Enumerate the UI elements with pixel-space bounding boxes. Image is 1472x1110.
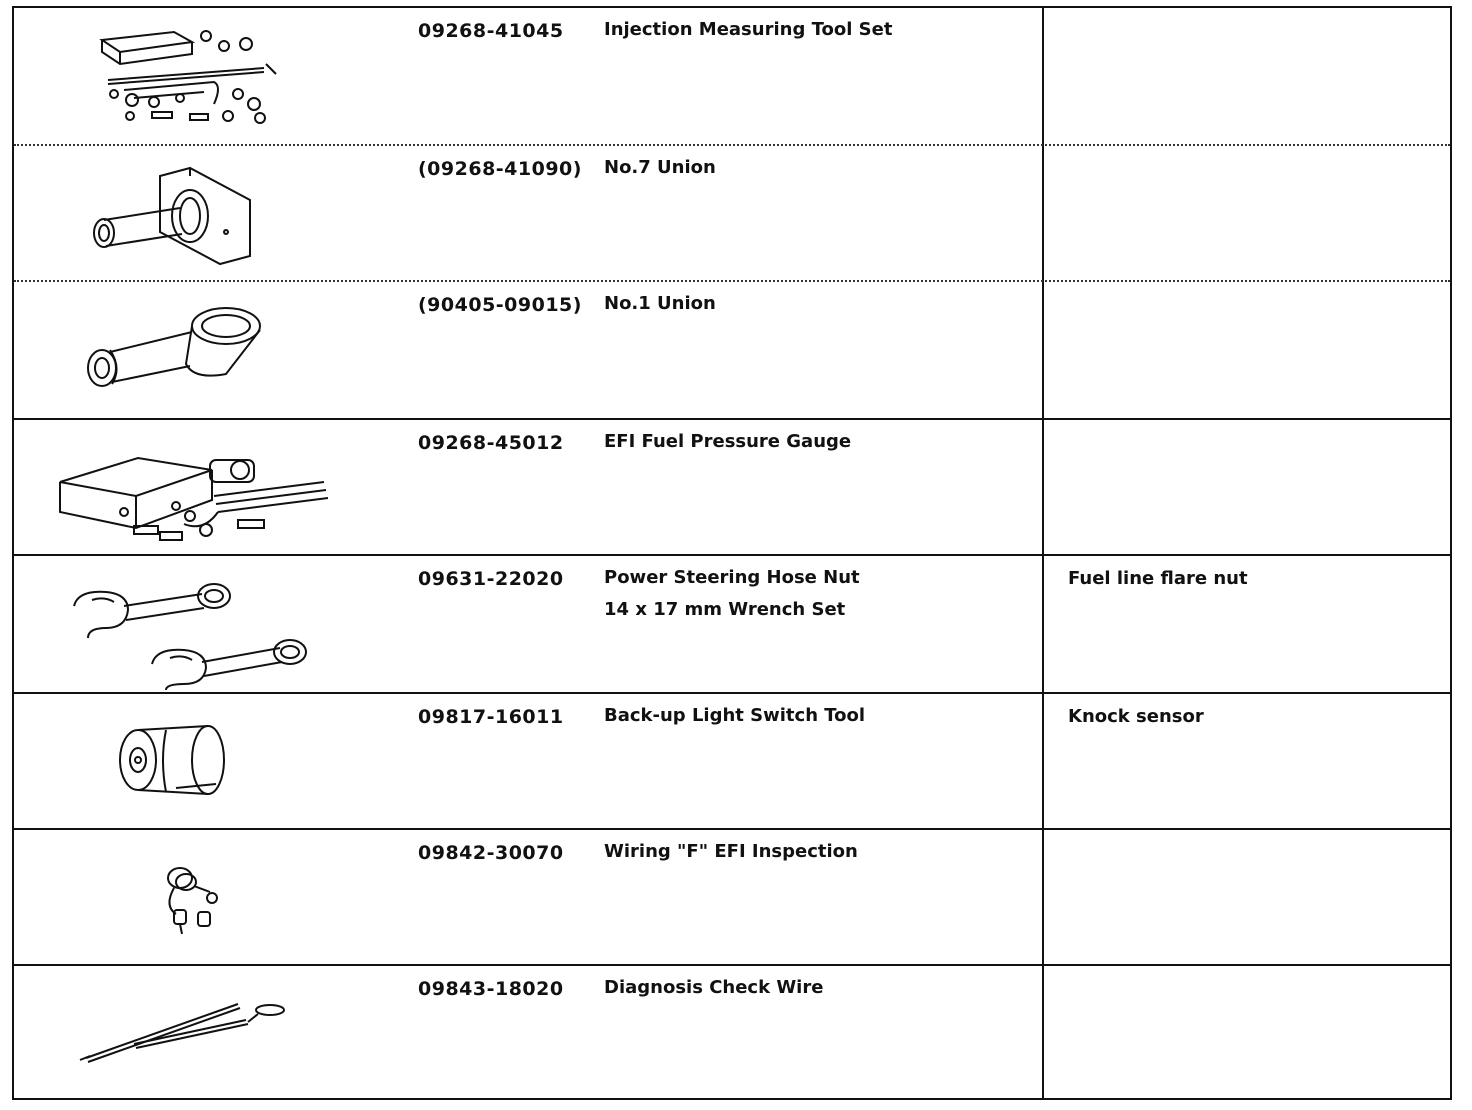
tool-name: No.7 Union bbox=[604, 157, 716, 178]
wiring-icon bbox=[14, 830, 414, 966]
check-wire-icon bbox=[14, 966, 414, 1100]
part-number: (90405-09015) bbox=[418, 294, 582, 316]
wrench-set-icon bbox=[14, 556, 414, 694]
tool-name: Back-up Light Switch Tool bbox=[604, 705, 866, 726]
table-row bbox=[14, 418, 1450, 556]
union-7-icon bbox=[14, 146, 414, 282]
table-row bbox=[14, 144, 1450, 282]
part-number: (09268-41090) bbox=[418, 158, 582, 180]
part-number: 09268-45012 bbox=[418, 432, 564, 454]
special-service-tools-table bbox=[12, 6, 1452, 1100]
table-row bbox=[14, 554, 1450, 694]
tool-name: Power Steering Hose Nut 14 x 17 mm Wrench Set bbox=[604, 567, 860, 620]
tool-name: Injection Measuring Tool Set bbox=[604, 19, 893, 40]
tool-name: EFI Fuel Pressure Gauge bbox=[604, 431, 852, 452]
table-row bbox=[14, 964, 1450, 1100]
table-row bbox=[14, 828, 1450, 966]
tool-usage-note: Fuel line flare nut bbox=[1068, 568, 1248, 589]
tool-name: Diagnosis Check Wire bbox=[604, 977, 824, 998]
union-1-icon bbox=[14, 282, 414, 420]
part-number: 09817-16011 bbox=[418, 706, 564, 728]
part-number: 09631-22020 bbox=[418, 568, 564, 590]
table-row bbox=[14, 280, 1450, 420]
table-row bbox=[14, 692, 1450, 830]
tool-name: No.1 Union bbox=[604, 293, 716, 314]
part-number: 09843-18020 bbox=[418, 978, 564, 1000]
part-number: 09268-41045 bbox=[418, 20, 564, 42]
socket-icon bbox=[14, 694, 414, 830]
tool-name: Wiring "F" EFI Inspection bbox=[604, 841, 858, 862]
tool-usage-note: Knock sensor bbox=[1068, 706, 1204, 727]
table-row bbox=[14, 8, 1450, 144]
pressure-gauge-icon bbox=[14, 420, 414, 556]
part-number: 09842-30070 bbox=[418, 842, 564, 864]
tool-set-icon bbox=[14, 8, 414, 144]
